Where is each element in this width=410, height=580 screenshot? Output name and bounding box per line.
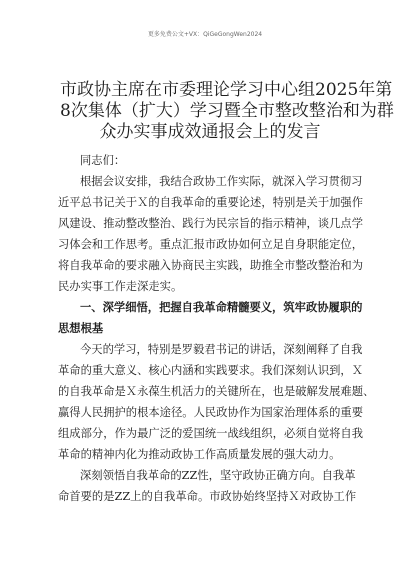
paragraph-line: 的自我革命是Ｘ永葆生机活力的关键所在，也是破解发展难题、 — [58, 385, 375, 398]
paragraph-line: 根据会议安排，我结合政协工作实际，就深入学习贯彻习 — [80, 175, 363, 188]
paragraph-line: 今天的学习，特别是罗毅君书记的讲话，深刻阐释了自我 — [80, 343, 363, 356]
paragraph-1 — [58, 171, 364, 297]
paragraph-line: 将自我革命的要求融入协商民主实践，助推全市整改整治和为 — [58, 259, 364, 272]
title-line: 众办实事成效通报会上的发言 — [99, 122, 321, 142]
paragraph-line: 深刻领悟自我革命的ZZ性，坚守政协正确方向。自我革 — [80, 469, 356, 482]
paragraph-line: 革命的重大意义、核心内涵和实践要求。我们深刻认识到，Ｘ — [58, 364, 364, 377]
paragraph-line: 风建设、推动整改整治、践行为民宗旨的指示精神，谈几点学 — [58, 217, 364, 230]
paragraph-3 — [58, 465, 357, 507]
paragraph-line: 革命的精神内化为推动政协工作高质量发展的强大动力。 — [58, 448, 341, 461]
paragraph-line: 习体会和工作思考。重点汇报市政协如何立足自身职能定位， — [58, 238, 364, 251]
paragraph-line: 组成部分，作为最广泛的爱国统一战线组织，必须自觉将自我 — [58, 427, 364, 440]
heading-line: 思想根基 — [58, 321, 104, 335]
section-heading-1 — [58, 297, 363, 339]
title-line: 市政协主席在市委理论学习中心组2025年第 — [60, 80, 393, 100]
document-title — [60, 78, 394, 142]
paragraph-2 — [58, 339, 375, 465]
heading-line: 一、深学细悟，把握自我革命精髓要义，筑牢政协履职的 — [80, 300, 363, 314]
paragraph-line: 命首要的是ZZ上的自我革命。市政协始终坚持Ｘ对政协工作 — [58, 490, 357, 503]
paragraph-line: 赢得人民拥护的根本途径。人民政协作为国家治理体系的重要 — [58, 406, 364, 419]
title-line: 8次集体（扩大）学习暨全市整改整治和为群 — [60, 101, 394, 121]
paragraph-line: 近平总书记关于Ｘ的自我革命的重要论述，特别是关于加强作 — [58, 196, 364, 209]
paragraph-line: 民办实事工作走深走实。 — [58, 280, 183, 293]
salutation: 同志们： — [80, 154, 126, 167]
watermark-header: 更多免费公文+VX：QiGeGongWen2024 — [147, 31, 263, 38]
document-body — [58, 150, 375, 507]
